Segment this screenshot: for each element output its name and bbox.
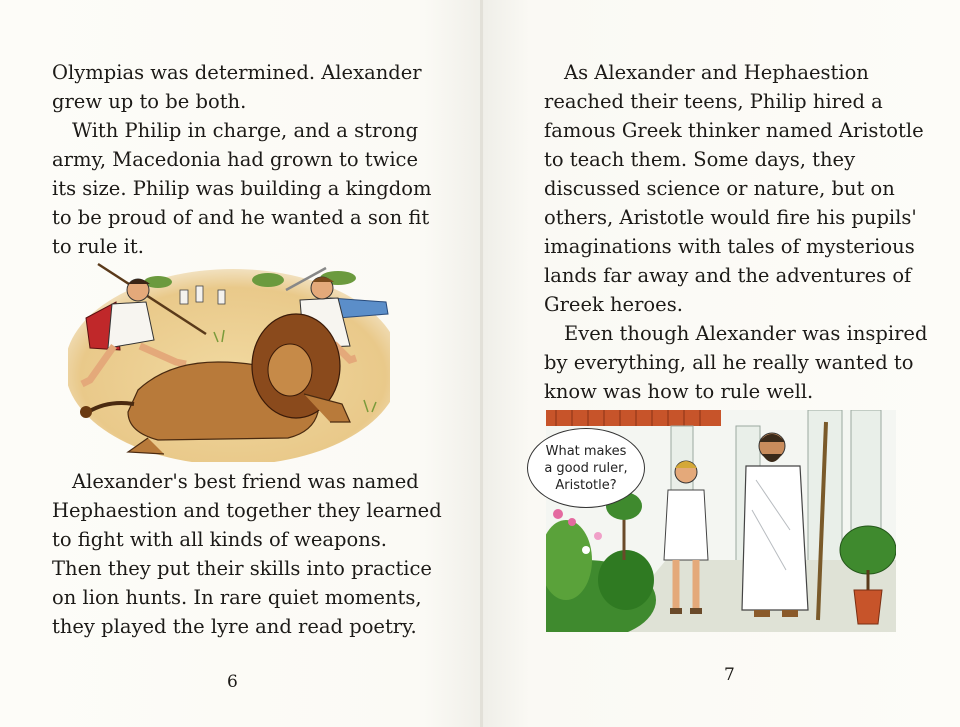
left-paragraph-2 [52, 116, 431, 261]
text-line: know was how to rule well. [544, 380, 814, 403]
text-line: its size. Philip was building a kingdom [52, 177, 432, 200]
text-line: Even though Alexander was inspired [564, 322, 928, 345]
text-line: others, Aristotle would fire his pupils' [544, 206, 917, 229]
text-line: by everything, all he really wanted to [544, 351, 914, 374]
text-line: imaginations with tales of mysterious [544, 235, 915, 258]
text-line: on lion hunts. In rare quiet moments, [52, 586, 422, 609]
left-paragraph-1 [52, 58, 422, 116]
text-line: to be proud of and he wanted a son fit [52, 206, 430, 229]
text-line: discussed science or nature, but on [544, 177, 895, 200]
text-line: they played the lyre and read poetry. [52, 615, 417, 638]
speech-bubble-text: What makes a good ruler, Aristotle? [544, 443, 628, 493]
text-line: With Philip in charge, and a strong [72, 119, 419, 142]
right-paragraph-1 [544, 58, 924, 319]
text-line: lands far away and the adventures of [544, 264, 912, 287]
left-page-number: 6 [227, 672, 238, 692]
text-line: famous Greek thinker named Aristotle [544, 119, 924, 142]
left-paragraph-3 [52, 467, 442, 641]
text-line: Alexander's best friend was named [72, 470, 419, 493]
text-line: Olympias was determined. Alexander [52, 61, 422, 84]
text-line: As Alexander and Hephaestion [564, 61, 869, 84]
book-gutter [480, 0, 483, 727]
text-line: army, Macedonia had grown to twice [52, 148, 419, 171]
speech-bubble [527, 428, 645, 508]
text-line: grew up to be both. [52, 90, 247, 113]
text-line: Then they put their skills into practice [52, 557, 432, 580]
text-line: Hephaestion and together they learned [52, 499, 442, 522]
text-line: Greek heroes. [544, 293, 683, 316]
lion-hunt-illustration [68, 262, 390, 462]
text-line: to fight with all kinds of weapons. [52, 528, 387, 551]
text-line: to teach them. Some days, they [544, 148, 856, 171]
text-line: to rule it. [52, 235, 144, 258]
right-page-number: 7 [724, 665, 735, 685]
right-paragraph-2 [544, 319, 927, 406]
text-line: reached their teens, Philip hired a [544, 90, 883, 113]
